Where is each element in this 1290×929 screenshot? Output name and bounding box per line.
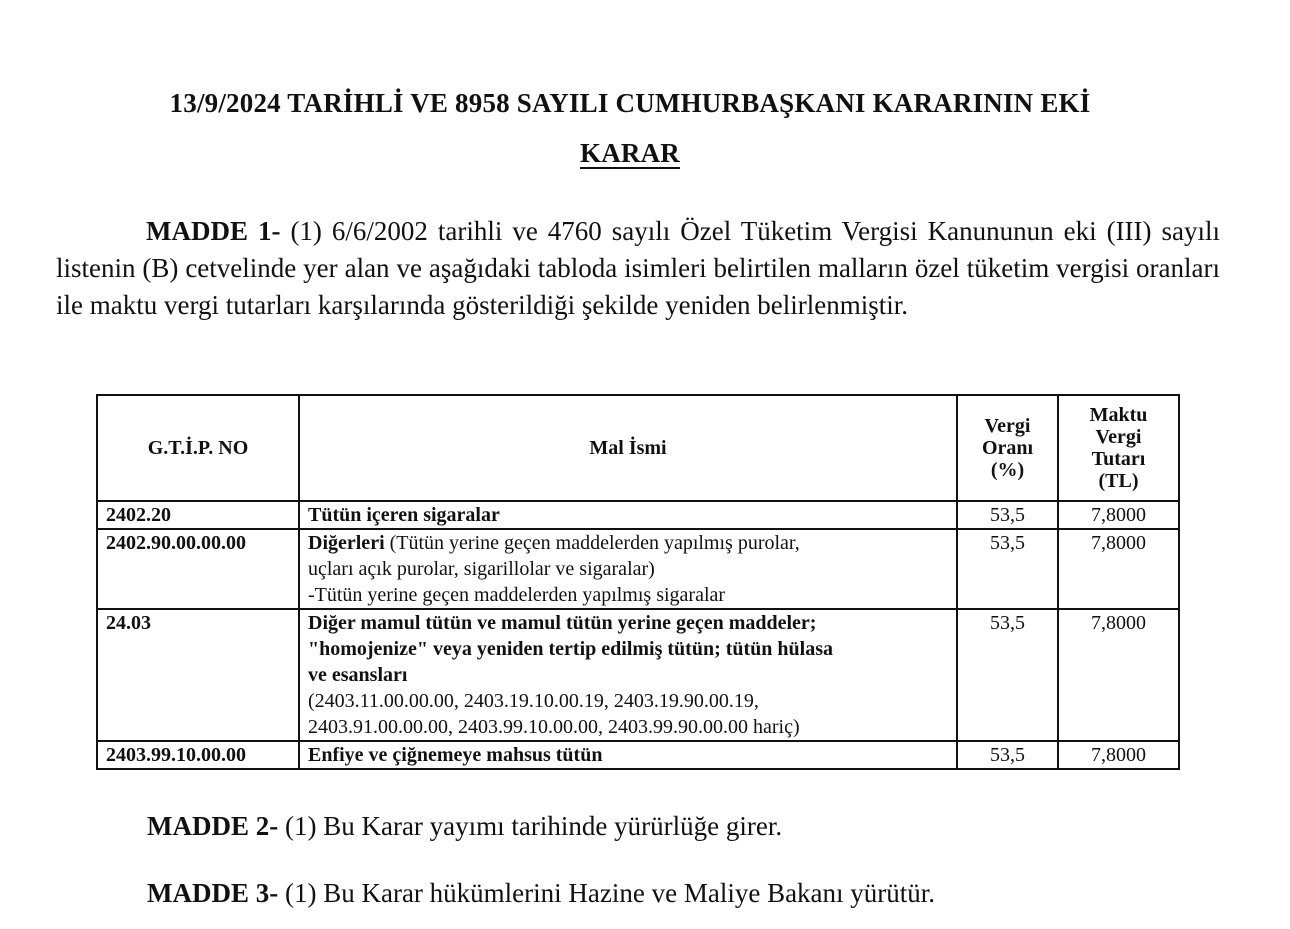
gtip-cell: 2402.20 <box>97 501 299 529</box>
header-oran-line2: Oranı <box>981 437 1034 459</box>
mal-ismi-bold-line2: "homojenize" veya yeniden tertip edilmiş tütün; tütün hülasa <box>308 638 834 660</box>
gtip-cell: 24.03 <box>97 609 299 741</box>
mal-ismi-note-line1: (2403.11.00.00.00, 2403.19.10.00.19, 2403.19.90.00.19, <box>308 690 759 712</box>
vergi-orani-cell: 53,5 <box>957 501 1058 529</box>
madde-3-paragraph <box>147 878 935 909</box>
header-vergi-orani <box>957 395 1058 501</box>
mal-ismi-cell <box>299 501 957 529</box>
table-row <box>97 609 1179 741</box>
madde-2-paragraph <box>147 811 782 842</box>
mal-ismi-bold: Diğerleri <box>308 532 385 554</box>
mal-ismi-cell <box>299 741 957 769</box>
header-maktu-line2: Vergi <box>1095 426 1142 448</box>
subtitle-text: KARAR <box>580 138 680 168</box>
header-gtip: G.T.İ.P. NO <box>97 395 299 501</box>
madde-1-text: (1) 6/6/2002 tarihli ve 4760 sayılı Özel Tüketim Vergisi Kanununun eki (III) sayılı listenin (B) cetvelinde yer alan ve aşağıdaki tabloda isimleri belirtilen malların özel tüketim vergisi oranları ile maktu vergi tutarları karşılarında gösterildiği şekilde yeniden belirlenmiştir. <box>56 216 1221 320</box>
mal-ismi-rest: (Tütün yerine geçen maddelerden yapılmış purolar, <box>384 532 800 554</box>
document-title: 13/9/2024 TARİHLİ VE 8958 SAYILI CUMHURBAŞKANI KARARININ EKİ <box>169 88 1091 118</box>
mal-ismi-bold: Tütün içeren sigaralar <box>308 504 500 526</box>
table-row <box>97 529 1179 609</box>
madde-3-label: MADDE 3- <box>147 878 279 908</box>
madde-1-paragraph <box>56 213 1220 324</box>
mal-ismi-bold: Enfiye ve çiğnemeye mahsus tütün <box>308 744 603 766</box>
header-oran-line1: Vergi <box>984 415 1031 437</box>
madde-3-text: (1) Bu Karar hükümlerini Hazine ve Maliye Bakanı yürütür. <box>278 878 936 908</box>
header-maktu-line1: Maktu <box>1089 404 1148 426</box>
vergi-orani-cell: 53,5 <box>957 741 1058 769</box>
mal-ismi-bold-line3: ve esansları <box>308 664 408 686</box>
header-maktu-line4: (TL) <box>1098 470 1139 492</box>
table-row <box>97 501 1179 529</box>
header-oran-line3: (%) <box>990 459 1025 481</box>
mal-ismi-cell <box>299 529 957 609</box>
table-row <box>97 741 1179 769</box>
table-header-row <box>97 395 1179 501</box>
mal-ismi-line3: -Tütün yerine geçen maddelerden yapılmış sigaralar <box>308 584 726 606</box>
maktu-tutar-cell: 7,8000 <box>1058 529 1179 609</box>
gtip-cell: 2403.99.10.00.00 <box>97 741 299 769</box>
mal-ismi-line1 <box>308 530 948 556</box>
maktu-tutar-cell: 7,8000 <box>1058 741 1179 769</box>
header-maktu-line3: Tutarı <box>1091 448 1146 470</box>
mal-ismi-line2: uçları açık purolar, sigarillolar ve sigaralar) <box>308 558 655 580</box>
header-maktu-vergi <box>1058 395 1179 501</box>
header-mal-ismi: Mal İsmi <box>299 395 957 501</box>
tax-rate-table <box>96 394 1180 770</box>
vergi-orani-cell: 53,5 <box>957 529 1058 609</box>
madde-2-text: (1) Bu Karar yayımı tarihinde yürürlüğe girer. <box>278 811 783 841</box>
mal-ismi-bold-line1: Diğer mamul tütün ve mamul tütün yerine geçen maddeler; <box>308 612 817 634</box>
document-subtitle <box>0 138 1260 169</box>
madde-2-label: MADDE 2- <box>147 811 279 841</box>
madde-1-label: MADDE 1- <box>146 216 281 246</box>
mal-ismi-cell <box>299 609 957 741</box>
maktu-tutar-cell: 7,8000 <box>1058 609 1179 741</box>
maktu-tutar-cell: 7,8000 <box>1058 501 1179 529</box>
gtip-cell: 2402.90.00.00.00 <box>97 529 299 609</box>
vergi-orani-cell: 53,5 <box>957 609 1058 741</box>
mal-ismi-note-line2: 2403.91.00.00.00, 2403.99.10.00.00, 2403.99.90.00.00 hariç) <box>308 716 800 738</box>
